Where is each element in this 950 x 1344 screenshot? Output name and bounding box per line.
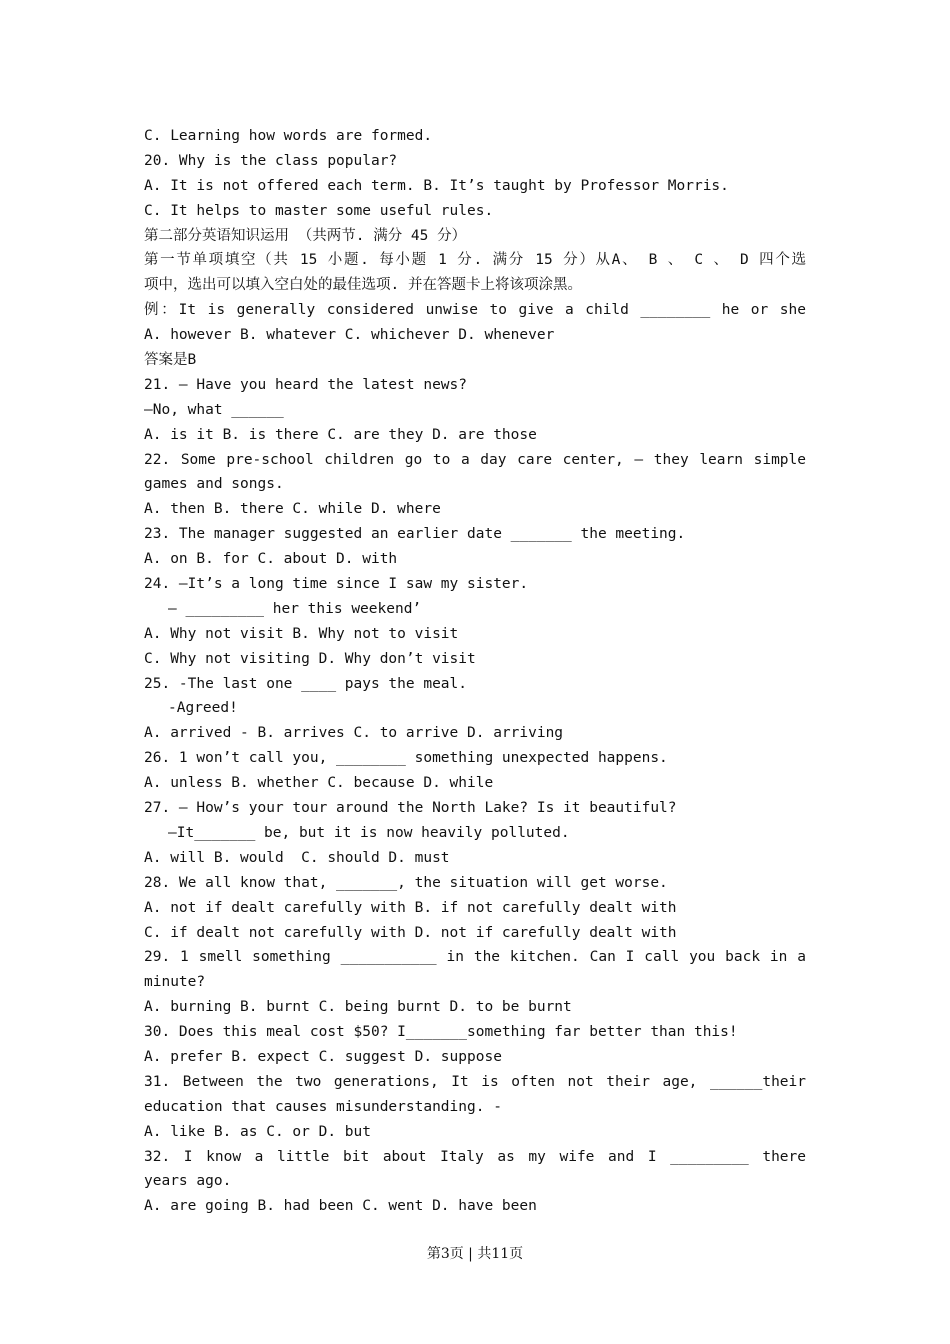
text-line: A. Why not visit B. Why not to visit	[144, 625, 459, 642]
text-line: 第一节单项填空（共 15 小题. 每小题 1 分. 满分 15 分）从A、 B 、 C 、 D 四个选	[144, 252, 806, 269]
text-line: C. if dealt not carefully with D. not if carefully dealt with	[144, 924, 677, 941]
text-line: A. burning B. burnt C. being burnt D. to be burnt	[144, 999, 572, 1016]
text-line: 项中，选出可以填入空白处的最佳选项. 并在答题卡上将该项涂黑。	[144, 277, 582, 294]
text-line: 28. We all know that, _______, the situation will get worse.	[144, 874, 668, 891]
text-line: 24. —It’s a long time since I saw my sister.	[144, 576, 529, 593]
text-line: A. arrived - B. arrives C. to arrive D. arriving	[144, 725, 564, 742]
text-line: A. are going B. had been C. went D. have been	[144, 1198, 537, 1215]
text-line: —It_______ be, but it is now heavily polluted.	[168, 824, 570, 841]
text-line: 21. — Have you heard the latest news?	[144, 376, 468, 393]
text-line: —No, what ______	[144, 401, 284, 418]
text-line: C. It helps to master some useful rules.	[144, 202, 494, 219]
text-line: A. not if dealt carefully with B. if not carefully dealt with	[144, 899, 677, 916]
text-line: C. Learning how words are formed.	[144, 128, 433, 144]
text-line: 例：It is generally considered unwise to give a child ________ he or she	[144, 302, 806, 319]
text-line: 26. 1 won’t call you, ________ something unexpected happens.	[144, 750, 668, 767]
text-line: 32. I know a little bit about Italy as my wife and I _________ there	[144, 1148, 806, 1165]
text-line: 29. 1 smell something ___________ in the kitchen. Can I call you back in a	[144, 949, 806, 966]
text-line: 27. — How’s your tour around the North Lake? Is it beautiful?	[144, 800, 677, 817]
text-line: years ago.	[144, 1173, 232, 1190]
text-line: A. It is not offered each term. B. It’s taught by Professor Morris.	[144, 177, 729, 194]
page-footer: 第3页 | 共11页	[426, 1246, 524, 1262]
text-line: 22. Some pre-school children go to a day care center, — they learn simple	[144, 451, 806, 468]
text-line: A. however B. whatever C. whichever D. whenever	[144, 327, 555, 344]
text-line: A. like B. as C. or D. but	[144, 1123, 371, 1140]
text-line: minute?	[144, 974, 206, 991]
text-line: A. will B. would C. should D. must	[144, 849, 450, 866]
text-line: 25. -The last one ____ pays the meal.	[144, 675, 468, 692]
text-line: A. unless B. whether C. because D. while	[144, 775, 494, 792]
text-line: 第二部分英语知识运用 （共两节. 满分 45 分）	[144, 227, 467, 244]
text-line: games and songs.	[144, 476, 284, 493]
text-line: A. prefer B. expect C. suggest D. suppose	[144, 1048, 502, 1065]
text-line: — _________ her this weekend’	[168, 600, 422, 617]
text-line: education that causes misunderstanding. -	[144, 1098, 502, 1115]
text-line: 23. The manager suggested an earlier date _______ the meeting.	[144, 526, 686, 543]
text-line: 答案是B	[144, 352, 197, 369]
text-line: A. on B. for C. about D. with	[144, 551, 398, 568]
text-line: C. Why not visiting D. Why don’t visit	[144, 650, 476, 667]
text-line: 20. Why is the class popular?	[144, 152, 398, 169]
text-line: 30. Does this meal cost $50? I_______something far better than this!	[144, 1024, 738, 1041]
text-line: -Agreed!	[168, 700, 238, 717]
text-line: A. then B. there C. while D. where	[144, 501, 441, 518]
document-body	[144, 124, 806, 1219]
text-line: 31. Between the two generations, It is often not their age, ______their	[144, 1073, 806, 1090]
text-line: A. is it B. is there C. are they D. are those	[144, 426, 537, 443]
